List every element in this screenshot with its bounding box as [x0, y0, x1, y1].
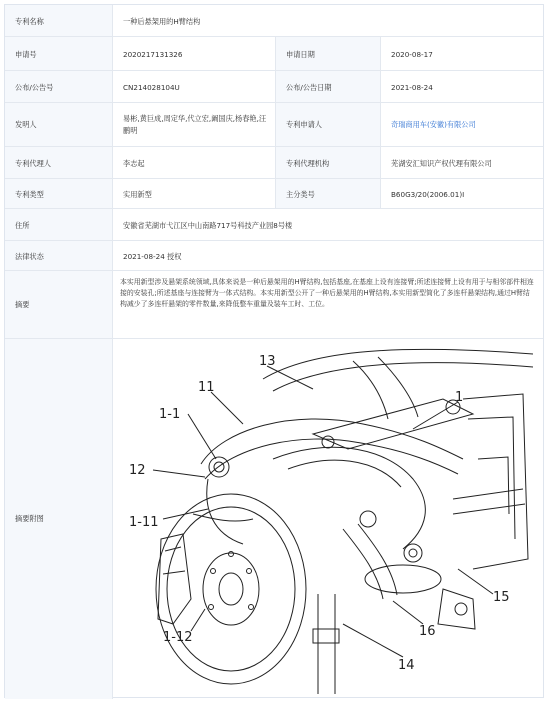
- applicant-link[interactable]: 奇瑞商用车(安徽)有限公司: [391, 120, 476, 129]
- row-application: [5, 37, 543, 71]
- label-cell: [5, 147, 113, 178]
- applicant-label: 专利申请人: [286, 120, 322, 129]
- address-value: 安徽省芜湖市弋江区中山南路717号科技产业园8号楼: [123, 221, 293, 230]
- row-publication: [5, 71, 543, 103]
- agent-value: 李志起: [123, 159, 145, 168]
- pub-no-value: CN214028104U: [123, 83, 180, 92]
- status-label: 法律状态: [15, 252, 44, 261]
- callout-label: 13: [259, 354, 276, 369]
- value-cell: [113, 147, 276, 178]
- value-cell: [113, 179, 276, 208]
- row-status: [5, 241, 543, 271]
- row-address: [5, 209, 543, 241]
- row-abstract: [5, 271, 543, 339]
- row-type: [5, 179, 543, 209]
- label-cell: [5, 209, 113, 240]
- callout-label: 1: [455, 390, 464, 405]
- type-label: 专利类型: [15, 190, 44, 199]
- app-date-value: 2020-08-17: [391, 50, 433, 59]
- figure-label: 摘要附图: [15, 514, 44, 523]
- callout-label: 11: [198, 380, 215, 395]
- address-label: 住所: [15, 221, 30, 230]
- agency-label: 专利代理机构: [286, 159, 330, 168]
- callout-label: 1-12: [163, 630, 193, 645]
- agent-label: 专利代理人: [15, 159, 51, 168]
- app-no-label: 申请号: [15, 50, 37, 59]
- label-cell: [5, 271, 113, 338]
- label-cell: [5, 5, 113, 36]
- abstract-label: 摘要: [15, 300, 30, 309]
- label-cell: [5, 241, 113, 270]
- title-value: 一种后悬架用的H臂结构: [123, 17, 201, 26]
- row-agent: [5, 147, 543, 179]
- label-cell: [276, 179, 381, 208]
- inventor-label: 发明人: [15, 120, 37, 129]
- row-figure: [5, 339, 543, 699]
- callout-label: 14: [398, 658, 415, 673]
- label-cell: [5, 179, 113, 208]
- figure-cell: [113, 339, 543, 699]
- label-cell: [5, 71, 113, 102]
- value-cell: [113, 71, 276, 102]
- pub-no-label: 公布/公告号: [15, 83, 54, 92]
- value-cell: [113, 37, 276, 70]
- label-cell: [5, 103, 113, 146]
- patent-info-table: [4, 4, 544, 698]
- label-cell: [276, 103, 381, 146]
- label-cell: [276, 37, 381, 70]
- class-label: 主分类号: [286, 190, 315, 199]
- inventor-value: 易彬,黄巨成,周定华,代立宏,阚国庆,杨春艳,汪鹏明: [123, 114, 267, 135]
- value-cell: [113, 103, 276, 146]
- status-value: 2021-08-24 授权: [123, 252, 182, 261]
- callout-label: 15: [493, 590, 510, 605]
- pub-date-label: 公布/公告日期: [286, 83, 332, 92]
- app-date-label: 申请日期: [286, 50, 315, 59]
- label-cell: [276, 71, 381, 102]
- type-value: 实用新型: [123, 190, 152, 199]
- abstract-text: 本实用新型涉及悬架系统领域,具体来说是一种后悬架用的H臂结构,包括基座,在基座上设有连接臂;所述连接臂上设有用于与相邻部件相连接的安装孔;所述基座与连接臂为一体式结构。本实用新型公开了一种后悬架用的H臂结构,本实用新型简化了多连杆悬架结构,通过H臂结构减少了多连杆悬架的零件数量,来降低整车重量及装车工时、工位。: [120, 278, 534, 308]
- title-label: 专利名称: [15, 17, 44, 26]
- label-cell: [5, 37, 113, 70]
- label-cell: [5, 339, 113, 699]
- app-no-value: 2020217131326: [123, 50, 183, 59]
- callout-label: 12: [129, 463, 146, 478]
- callout-label: 16: [419, 624, 436, 639]
- callout-label: 1-11: [129, 515, 159, 530]
- pub-date-value: 2021-08-24: [391, 83, 433, 92]
- row-title: [5, 5, 543, 37]
- class-value: B60G3/20(2006.01)I: [391, 190, 465, 199]
- agency-value: 芜湖安汇知识产权代理有限公司: [391, 159, 492, 168]
- label-cell: [276, 147, 381, 178]
- row-inventor: [5, 103, 543, 147]
- abstract-cell: [113, 271, 543, 338]
- suspension-drawing: [113, 339, 543, 697]
- callout-label: 1-1: [159, 407, 181, 422]
